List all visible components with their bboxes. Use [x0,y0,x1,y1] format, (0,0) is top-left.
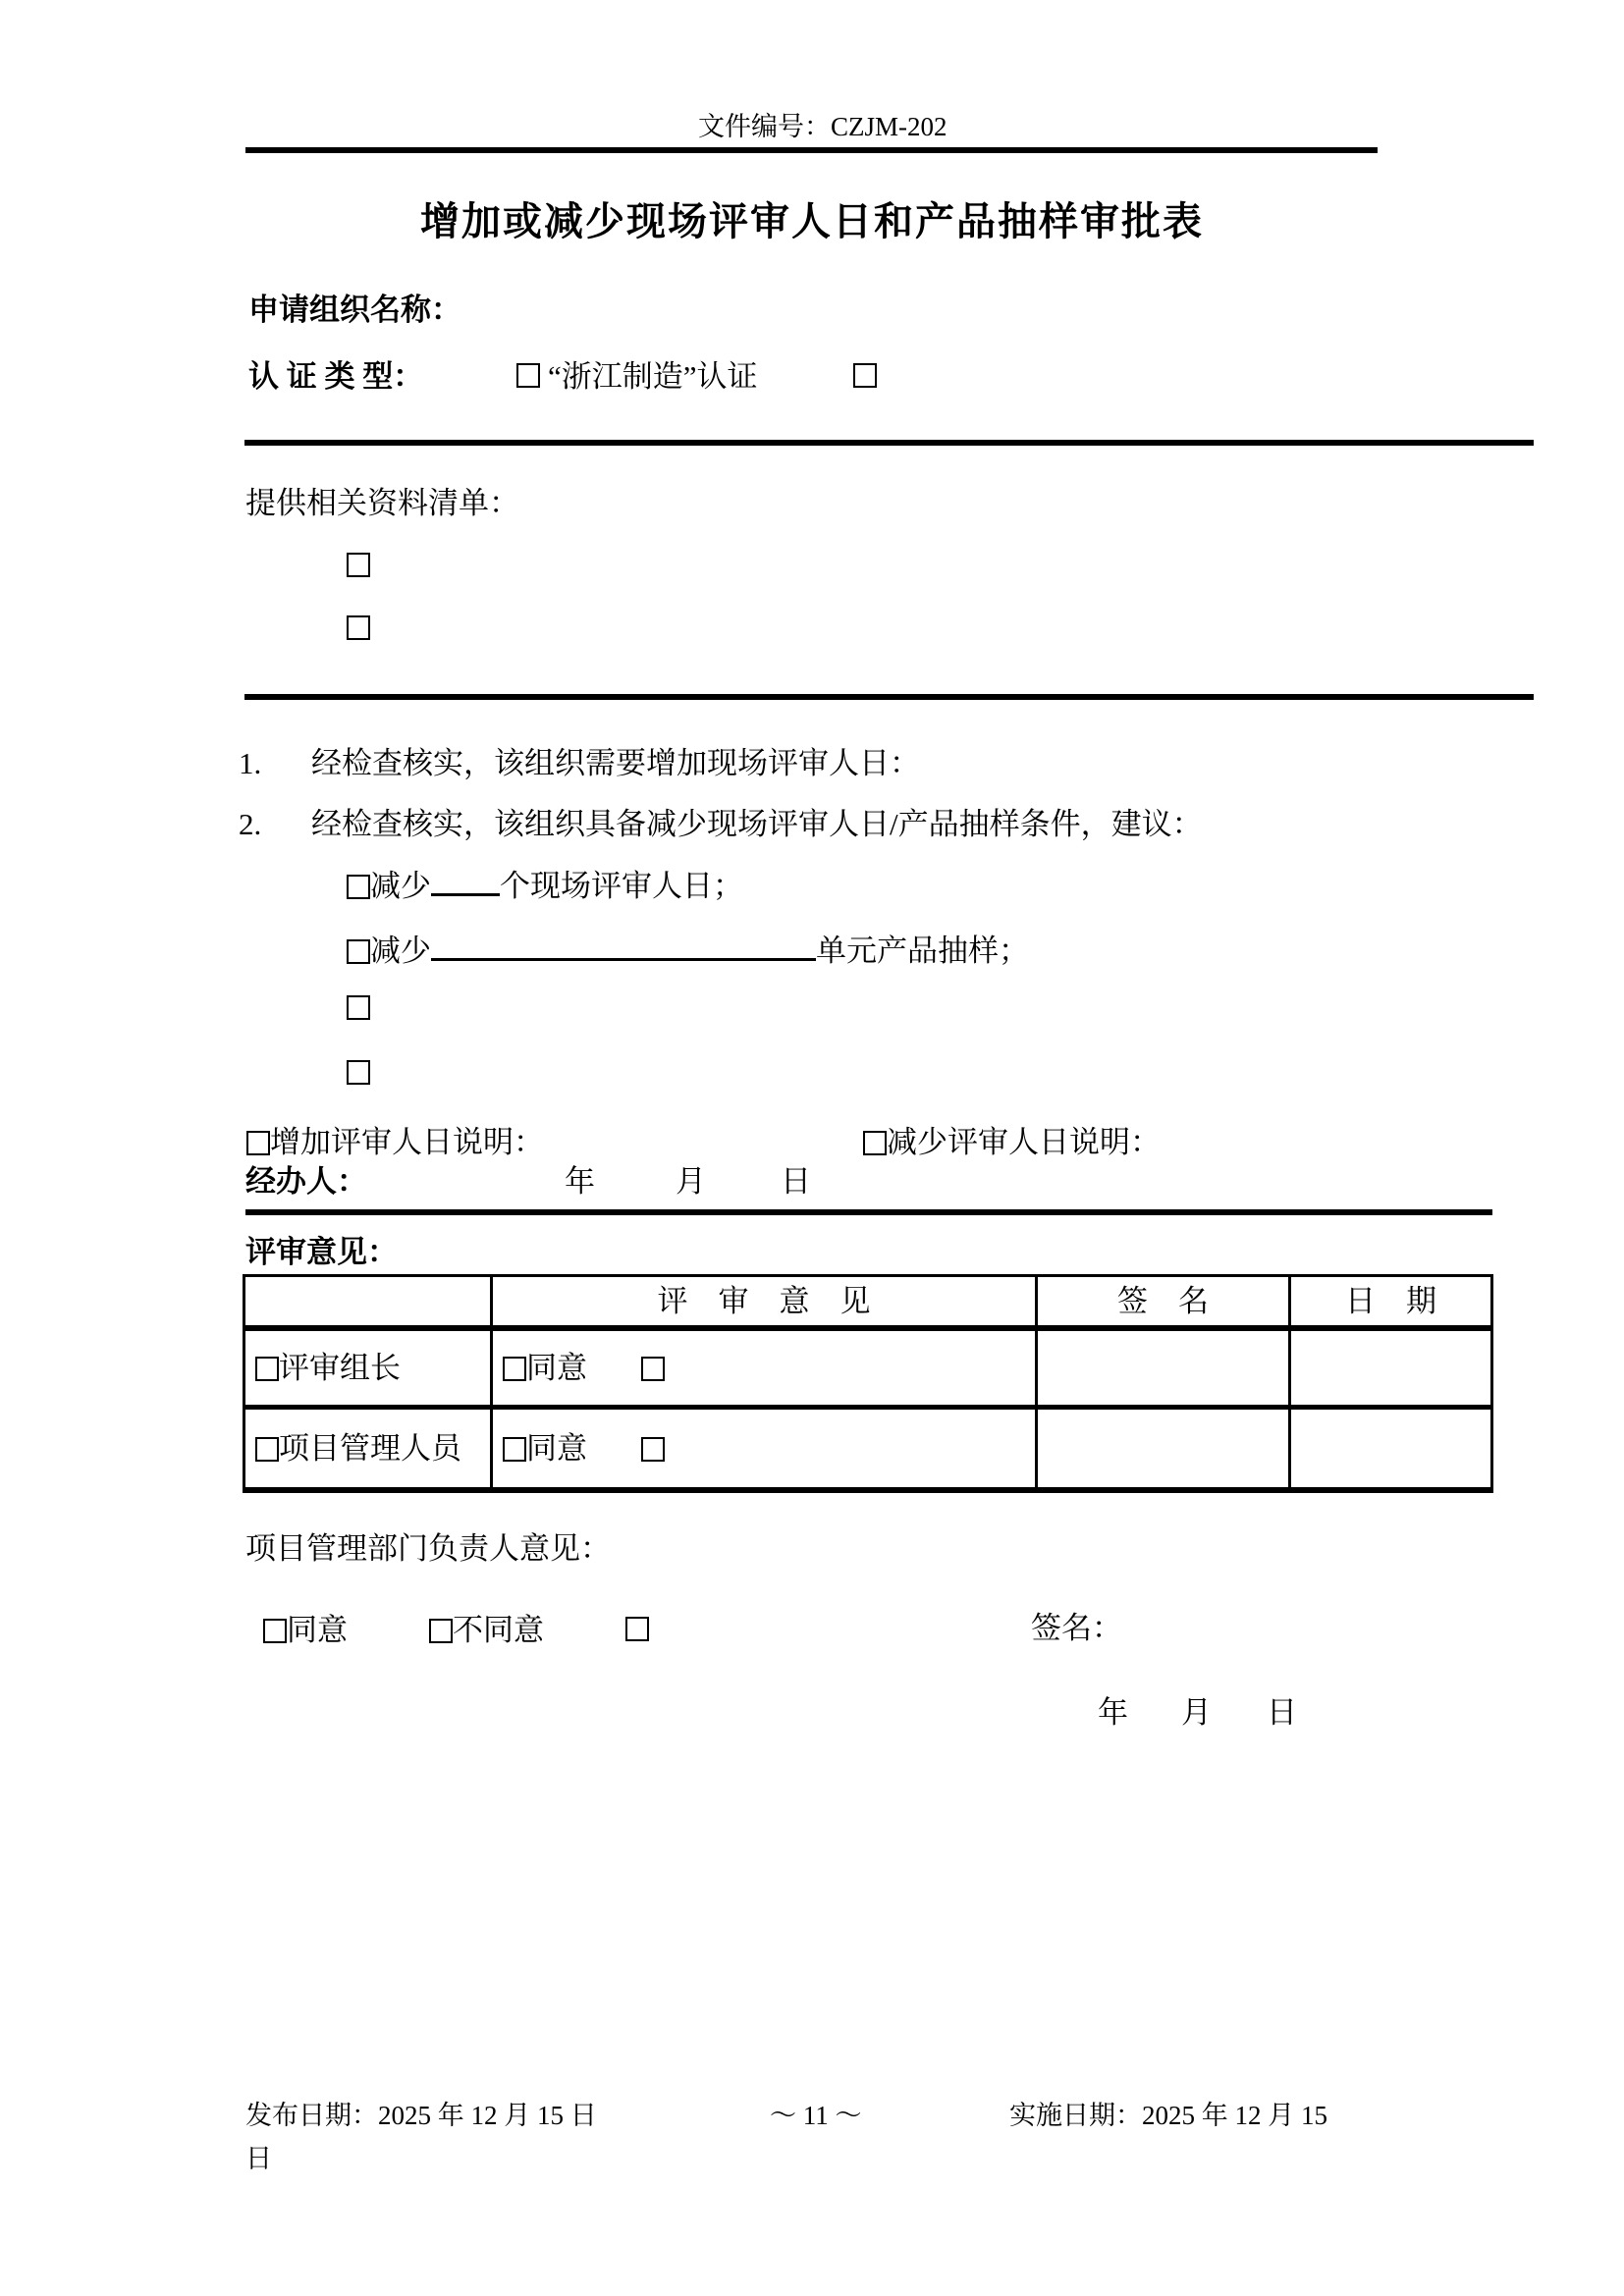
header-rule [245,147,1378,153]
finding-1-number: 1. [239,746,262,780]
reduce-days-prefix: 减少 [370,869,431,903]
dept-disagree-checkbox[interactable] [429,1619,453,1643]
reduce-sampling-line [347,933,1029,969]
footer-impl-date-wrap: 日 [245,2144,272,2173]
review-header-date: 日 期 [1290,1276,1492,1329]
handler-date-month: 月 [676,1164,706,1199]
team-leader-agree-label: 同意 [526,1350,587,1385]
dept-date-year: 年 [1098,1695,1128,1730]
finding-2-number: 2. [239,807,262,841]
handler-label: 经办人： [245,1164,367,1199]
page-title: 增加或减少现场评审人日和产品抽样审批表 [420,199,1204,243]
review-signature-cell[interactable] [1037,1328,1290,1408]
footer-impl-date: 实施日期：2025 年 12 月 15 [1009,2101,1327,2130]
cert-type-checkbox-1[interactable] [516,363,540,388]
materials-checkbox-1[interactable] [347,553,370,577]
dept-agree-option [263,1613,348,1648]
review-row-project-manager [244,1408,1492,1491]
finding-item-2 [239,807,1203,842]
reduce-sampling-suffix: 单元产品抽样； [816,934,1029,968]
dept-heading: 项目管理部门负责人意见： [245,1531,611,1566]
finding-2-text: 经检查核实，该组织具备减少现场评审人日/产品抽样条件，建议： [311,807,1203,841]
increase-note-label: 增加评审人日说明： [270,1125,544,1159]
dept-agree-label: 同意 [287,1613,348,1647]
handler-date-day: 日 [781,1164,811,1199]
reduce-days-blank[interactable] [431,868,500,896]
dept-sign-label: 签名： [1031,1611,1122,1645]
cert-type-label: 认 证 类 型： [248,359,424,394]
review-header-empty-cell [244,1276,492,1329]
dept-date-day: 日 [1267,1695,1297,1730]
review-opinion-cell [492,1328,1037,1408]
project-manager-label: 项目管理人员 [279,1430,461,1466]
review-date-cell[interactable] [1290,1408,1492,1491]
reduce-sampling-blank[interactable] [431,933,816,961]
review-role-cell [244,1408,492,1491]
finding-item-1 [239,746,920,781]
reduce-sampling-prefix: 减少 [370,934,431,968]
review-signature-cell[interactable] [1037,1408,1290,1491]
team-leader-other-checkbox[interactable] [641,1357,665,1381]
review-header-opinion: 评 审 意 见 [492,1276,1037,1329]
finding-1-text: 经检查核实，该组织需要增加现场评审人日： [311,746,920,780]
section-rule-1 [244,440,1534,446]
review-table [243,1274,1493,1493]
review-role-cell [244,1328,492,1408]
increase-note-checkbox[interactable] [246,1131,270,1155]
dept-other-checkbox[interactable] [625,1617,649,1641]
review-opinion-cell [492,1408,1037,1491]
reduce-sampling-checkbox[interactable] [347,939,370,964]
decrease-note-label: 减少评审人日说明： [887,1125,1161,1159]
team-leader-label: 评审组长 [279,1350,401,1385]
review-table-header-row [244,1276,1492,1329]
project-manager-checkbox[interactable] [255,1437,279,1462]
dept-agree-checkbox[interactable] [263,1619,287,1643]
review-heading: 评审意见： [245,1235,398,1269]
reduce-days-suffix: 个现场评审人日； [500,869,743,903]
team-leader-agree-checkbox[interactable] [503,1357,526,1381]
dept-disagree-label: 不同意 [453,1613,544,1647]
handler-date-year: 年 [565,1164,595,1199]
decrease-note-checkbox[interactable] [863,1131,887,1155]
cert-type-option: “浙江制造”认证 [548,359,758,394]
reduce-days-checkbox[interactable] [347,875,370,899]
extra-option-checkbox-1[interactable] [347,995,370,1020]
dept-date-month: 月 [1181,1695,1212,1730]
review-header-signature: 签 名 [1037,1276,1290,1329]
materials-heading: 提供相关资料清单： [245,486,519,520]
section-rule-2 [244,694,1534,700]
project-manager-agree-checkbox[interactable] [503,1437,526,1462]
materials-checkbox-2[interactable] [347,615,370,640]
footer-release-date: 发布日期：2025 年 12 月 15 日 [245,2101,597,2130]
extra-option-checkbox-2[interactable] [347,1060,370,1085]
section-rule-3 [245,1209,1492,1215]
decrease-note-line [863,1125,1161,1160]
team-leader-checkbox[interactable] [255,1357,279,1381]
reduce-days-line [347,868,743,904]
dept-disagree-option [429,1613,544,1648]
footer-page-number: ～ 11 ～ [770,2101,862,2130]
project-manager-agree-label: 同意 [526,1430,587,1466]
cert-type-checkbox-2[interactable] [853,363,877,388]
increase-note-line [246,1125,544,1160]
review-date-cell[interactable] [1290,1328,1492,1408]
review-row-team-leader [244,1328,1492,1408]
project-manager-other-checkbox[interactable] [641,1437,665,1462]
doc-number: 文件编号：CZJM-202 [698,112,947,141]
org-name-label: 申请组织名称： [248,293,461,327]
